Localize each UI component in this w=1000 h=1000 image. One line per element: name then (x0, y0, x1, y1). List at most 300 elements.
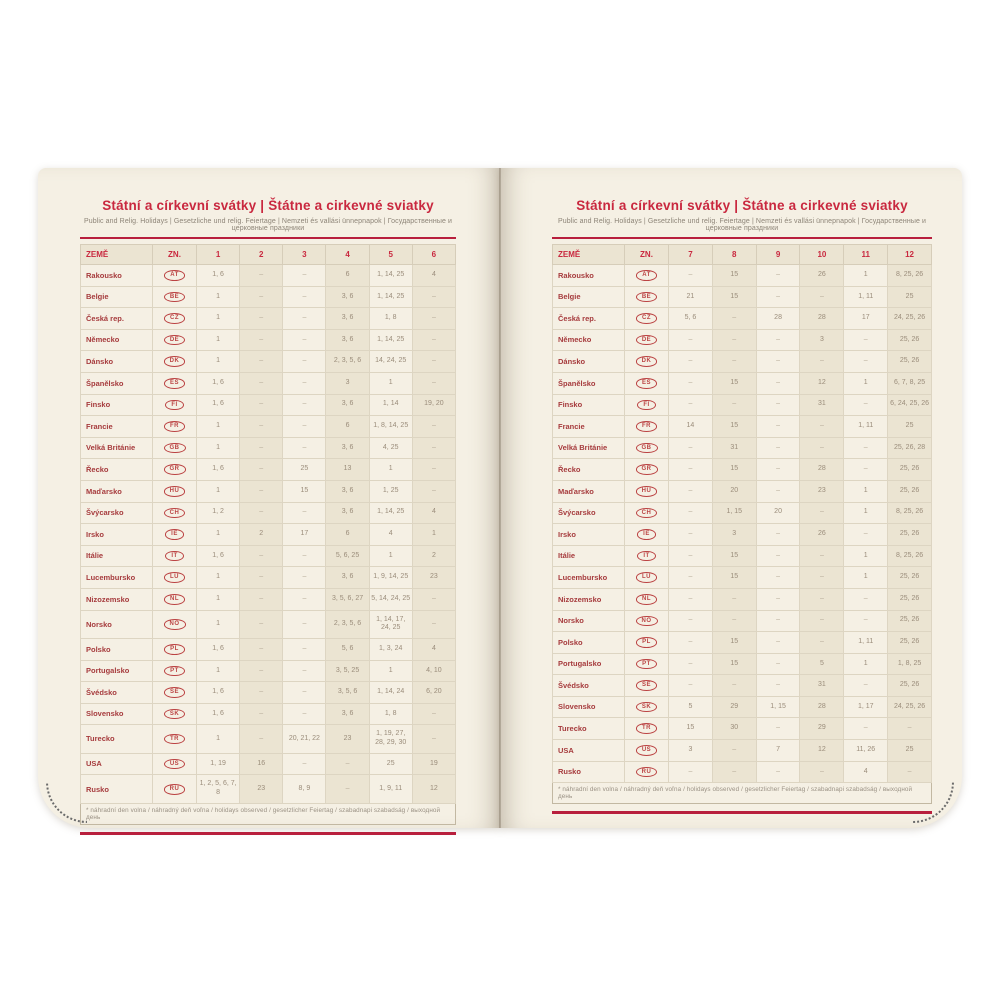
country-name: Řecko (81, 459, 153, 481)
holiday-dates-cell: – (712, 610, 756, 632)
holiday-dates-cell: – (240, 265, 283, 287)
column-header: ZEMĚ (81, 245, 153, 265)
holiday-dates-cell: 1, 15 (712, 502, 756, 524)
holiday-dates-cell: 1, 8, 14, 25 (369, 416, 412, 438)
country-code-cell (625, 761, 669, 783)
holiday-dates-cell: 15 (669, 718, 713, 740)
country-code-cell (625, 329, 669, 351)
holiday-dates-cell: – (712, 740, 756, 762)
holiday-dates-cell: – (756, 567, 800, 589)
country-code-badge: GB (164, 443, 186, 454)
holiday-dates-cell: 1, 11 (844, 416, 888, 438)
country-name: Turecko (553, 718, 625, 740)
holiday-dates-cell: – (240, 660, 283, 682)
holiday-dates-cell: – (800, 761, 844, 783)
holiday-dates-cell: – (669, 588, 713, 610)
holiday-dates-cell: – (756, 437, 800, 459)
holiday-dates-cell: – (800, 416, 844, 438)
holiday-dates-cell: 3, 6 (326, 437, 369, 459)
holiday-dates-cell: – (240, 286, 283, 308)
holiday-dates-cell: 1 (844, 653, 888, 675)
holiday-dates-cell: 16 (240, 753, 283, 775)
holiday-dates-cell: – (240, 502, 283, 524)
holiday-dates-cell: – (844, 524, 888, 546)
holiday-dates-cell: – (669, 329, 713, 351)
table-row (553, 459, 932, 481)
country-code-cell (153, 567, 197, 589)
country-code-badge: PL (164, 644, 185, 655)
holiday-dates-cell: – (756, 545, 800, 567)
holiday-dates-cell: – (240, 394, 283, 416)
country-code-cell (153, 502, 197, 524)
country-code-badge: DE (636, 335, 657, 346)
page-title: Státní a církevní svátky | Štátne a cirkevné sviatky (102, 198, 434, 213)
holiday-dates-cell: 3 (800, 329, 844, 351)
holiday-dates-cell: 1 (197, 524, 240, 546)
holiday-dates-cell: 1, 6 (197, 682, 240, 704)
holiday-dates-cell: 1 (844, 480, 888, 502)
holiday-dates-cell: 12 (800, 740, 844, 762)
country-name: Portugalsko (553, 653, 625, 675)
holiday-dates-cell: – (669, 761, 713, 783)
country-code-badge: LU (636, 572, 657, 583)
country-code-cell (625, 675, 669, 697)
holiday-dates-cell: – (412, 725, 455, 754)
country-code-badge: NL (164, 594, 185, 605)
country-code-badge: DK (636, 356, 658, 367)
holiday-dates-cell: – (412, 351, 455, 373)
holiday-dates-cell: 25 (283, 459, 326, 481)
table-header (553, 245, 932, 265)
holiday-dates-cell: 4 (412, 639, 455, 661)
holiday-dates-cell: 1, 2 (197, 502, 240, 524)
country-code-cell (625, 696, 669, 718)
country-name: Belgie (81, 286, 153, 308)
holiday-dates-cell: 28 (800, 308, 844, 330)
holiday-dates-cell: 25 (888, 740, 932, 762)
holiday-dates-cell: – (756, 416, 800, 438)
country-code-badge: GR (636, 464, 658, 475)
country-code-cell (153, 524, 197, 546)
country-code-cell (625, 265, 669, 287)
country-name: Belgie (553, 286, 625, 308)
country-code-badge: AT (636, 270, 657, 281)
country-code-badge: FR (636, 421, 657, 432)
holiday-dates-cell: – (412, 437, 455, 459)
country-code-badge: DE (164, 335, 185, 346)
country-name: Itálie (553, 545, 625, 567)
holiday-dates-cell: 25, 26 (888, 459, 932, 481)
holiday-dates-cell: – (669, 480, 713, 502)
holiday-dates-cell: 1, 15 (756, 696, 800, 718)
country-code-cell (625, 653, 669, 675)
holiday-dates-cell: – (800, 545, 844, 567)
holiday-dates-cell: – (844, 459, 888, 481)
holiday-dates-cell: – (412, 416, 455, 438)
holiday-dates-cell: – (412, 286, 455, 308)
holiday-dates-cell: 1 (197, 567, 240, 589)
holiday-dates-cell: – (712, 394, 756, 416)
table-row (81, 459, 456, 481)
country-code-badge: SK (164, 709, 185, 720)
country-code-badge: IT (637, 551, 655, 562)
country-code-badge: ES (164, 378, 185, 389)
country-code-cell (625, 632, 669, 654)
holiday-dates-cell: 1, 8 (369, 308, 412, 330)
holiday-dates-cell: – (412, 372, 455, 394)
country-code-badge: CH (636, 508, 658, 519)
holiday-dates-cell: – (669, 632, 713, 654)
holiday-dates-cell: 25, 26 (888, 480, 932, 502)
country-name: Rusko (81, 775, 153, 804)
table-row (81, 524, 456, 546)
holiday-dates-cell: 15 (283, 480, 326, 502)
country-code-cell (153, 682, 197, 704)
holiday-dates-cell: 5, 6 (326, 639, 369, 661)
holiday-dates-cell: 23 (326, 725, 369, 754)
holiday-dates-cell: 1 (844, 502, 888, 524)
country-code-badge: BE (636, 292, 657, 303)
holiday-dates-cell: 15 (712, 632, 756, 654)
holiday-dates-cell: – (412, 329, 455, 351)
table-row (81, 545, 456, 567)
column-header: 4 (326, 245, 369, 265)
holiday-dates-cell: 1, 8, 25 (888, 653, 932, 675)
holiday-dates-cell: 19, 20 (412, 394, 455, 416)
country-code-cell (153, 394, 197, 416)
holiday-dates-cell: – (240, 416, 283, 438)
left-page (38, 168, 500, 828)
table-row (553, 588, 932, 610)
holiday-dates-cell: – (756, 718, 800, 740)
holiday-dates-cell: 3, 6 (326, 308, 369, 330)
country-name: Maďarsko (81, 480, 153, 502)
holiday-dates-cell: 31 (800, 675, 844, 697)
holiday-dates-cell: 3, 6 (326, 394, 369, 416)
holiday-dates-cell: 1, 6 (197, 639, 240, 661)
holiday-dates-cell: 24, 25, 26 (888, 696, 932, 718)
country-name: USA (81, 753, 153, 775)
holiday-dates-cell: 2 (412, 545, 455, 567)
table-row (81, 394, 456, 416)
holiday-dates-cell: 1 (369, 660, 412, 682)
country-name: Turecko (81, 725, 153, 754)
country-code-cell (625, 567, 669, 589)
country-code-badge: FI (165, 400, 183, 411)
country-code-cell (625, 351, 669, 373)
holiday-dates-cell: 3, 6 (326, 329, 369, 351)
country-name: Lucembursko (553, 567, 625, 589)
column-header: 12 (888, 245, 932, 265)
holiday-dates-cell: 1 (197, 660, 240, 682)
holiday-dates-cell: 1 (197, 437, 240, 459)
holiday-dates-cell: 4 (412, 265, 455, 287)
holiday-dates-cell: – (800, 567, 844, 589)
country-code-badge: BE (164, 292, 185, 303)
table-row (553, 437, 932, 459)
holiday-dates-cell: 23 (800, 480, 844, 502)
holiday-dates-cell: – (240, 639, 283, 661)
holiday-dates-cell: – (800, 286, 844, 308)
holiday-dates-cell: 12 (800, 372, 844, 394)
holiday-dates-cell: – (240, 459, 283, 481)
holiday-dates-cell: – (240, 725, 283, 754)
holiday-dates-cell: – (240, 567, 283, 589)
table-row (553, 653, 932, 675)
holiday-dates-cell: 1 (369, 459, 412, 481)
holiday-dates-cell: – (412, 308, 455, 330)
country-name: Portugalsko (81, 660, 153, 682)
holiday-dates-cell: – (412, 610, 455, 639)
holiday-dates-cell: – (800, 610, 844, 632)
footnote: * náhradní den volna / náhradný deň voľna / holidays observed / gesetzlicher Feiertag / szabadnapi szabadság / выходной день (552, 783, 932, 804)
holiday-dates-cell: 3, 6 (326, 567, 369, 589)
column-header: 2 (240, 245, 283, 265)
column-header: 1 (197, 245, 240, 265)
holiday-dates-cell: – (240, 437, 283, 459)
holiday-dates-cell: 25, 26, 28 (888, 437, 932, 459)
table-row (553, 286, 932, 308)
country-name: Francie (553, 416, 625, 438)
table-row (81, 639, 456, 661)
holiday-dates-cell: 1 (197, 588, 240, 610)
holiday-dates-cell: – (669, 567, 713, 589)
column-header: 9 (756, 245, 800, 265)
table-row (81, 682, 456, 704)
country-code-badge: US (164, 759, 185, 770)
table-row (553, 632, 932, 654)
country-name: Rakousko (81, 265, 153, 287)
country-name: Nizozemsko (553, 588, 625, 610)
holiday-dates-cell: 3, 6 (326, 480, 369, 502)
table-row (81, 416, 456, 438)
holiday-dates-cell: 26 (800, 524, 844, 546)
table-row (81, 753, 456, 775)
holiday-dates-cell: 1, 11 (844, 286, 888, 308)
holiday-dates-cell: 6 (326, 416, 369, 438)
table-row (81, 502, 456, 524)
holiday-dates-cell: 20, 21, 22 (283, 725, 326, 754)
table-row (81, 703, 456, 725)
holiday-dates-cell: 1 (197, 610, 240, 639)
holiday-dates-cell: – (800, 632, 844, 654)
table-row (553, 351, 932, 373)
holiday-dates-cell: – (669, 524, 713, 546)
country-name: Německo (81, 329, 153, 351)
holiday-dates-cell: – (240, 308, 283, 330)
country-name: Česká rep. (81, 308, 153, 330)
country-name: Polsko (553, 632, 625, 654)
country-code-cell (153, 286, 197, 308)
holiday-dates-cell: – (712, 675, 756, 697)
holiday-dates-cell: 4 (412, 502, 455, 524)
country-code-cell (625, 740, 669, 762)
holiday-dates-cell: 7 (756, 740, 800, 762)
holiday-dates-cell: 21 (669, 286, 713, 308)
holiday-dates-cell: 26 (800, 265, 844, 287)
holiday-dates-cell: 1, 14, 25 (369, 502, 412, 524)
holiday-dates-cell: – (756, 632, 800, 654)
holiday-dates-cell: 29 (800, 718, 844, 740)
holiday-dates-cell: 6, 24, 25, 26 (888, 394, 932, 416)
holiday-dates-cell: 4 (369, 524, 412, 546)
diary-spread (38, 168, 962, 828)
country-code-badge: ES (636, 378, 657, 389)
holiday-dates-cell: 25, 26 (888, 588, 932, 610)
holiday-dates-cell: 15 (712, 653, 756, 675)
country-code-badge: NO (636, 616, 658, 627)
country-code-cell (625, 718, 669, 740)
holiday-dates-cell: – (669, 394, 713, 416)
holiday-dates-cell: – (844, 351, 888, 373)
table-row (553, 545, 932, 567)
holiday-dates-cell: 1, 17 (844, 696, 888, 718)
holiday-dates-cell: 1, 19 (197, 753, 240, 775)
holiday-dates-cell: – (756, 610, 800, 632)
holiday-dates-cell: – (669, 502, 713, 524)
holiday-dates-cell: 23 (240, 775, 283, 804)
country-name: Irsko (81, 524, 153, 546)
top-rule (552, 237, 932, 239)
country-code-cell (625, 437, 669, 459)
country-code-cell (153, 372, 197, 394)
table-row (553, 718, 932, 740)
page-gutter (499, 168, 501, 828)
country-name: Nizozemsko (81, 588, 153, 610)
country-code-cell (625, 308, 669, 330)
holiday-dates-cell: 6 (326, 265, 369, 287)
column-header: ZN. (625, 245, 669, 265)
country-name: Španělsko (81, 372, 153, 394)
holiday-dates-cell: 1 (844, 545, 888, 567)
holiday-dates-cell: – (669, 545, 713, 567)
table-row (553, 329, 932, 351)
holiday-dates-cell: – (844, 437, 888, 459)
holiday-dates-cell: 1 (197, 329, 240, 351)
country-code-badge: NL (636, 594, 657, 605)
country-code-cell (153, 588, 197, 610)
country-code-badge: DK (164, 356, 186, 367)
holiday-dates-cell: 4, 10 (412, 660, 455, 682)
table-row (81, 480, 456, 502)
country-name: Finsko (553, 394, 625, 416)
table-row (81, 588, 456, 610)
bottom-rule (80, 832, 456, 835)
holiday-dates-cell: – (844, 675, 888, 697)
holiday-dates-cell: – (669, 675, 713, 697)
holiday-dates-cell: 1, 14, 17, 24, 25 (369, 610, 412, 639)
table-row (81, 437, 456, 459)
holiday-dates-cell: – (756, 761, 800, 783)
holiday-dates-cell: 15 (712, 567, 756, 589)
holiday-dates-cell: – (283, 416, 326, 438)
holiday-dates-cell: – (283, 286, 326, 308)
holiday-dates-cell: – (283, 545, 326, 567)
holiday-dates-cell: – (283, 682, 326, 704)
holiday-dates-cell: – (240, 682, 283, 704)
table-row (81, 308, 456, 330)
holiday-dates-cell: – (283, 610, 326, 639)
footnote: * náhradní den volna / náhradný deň voľna / holidays observed / gesetzlicher Feiertag / szabadnapi szabadság / выходной день (80, 804, 456, 825)
table-header (81, 245, 456, 265)
holiday-dates-cell: – (240, 351, 283, 373)
country-name: Španělsko (553, 372, 625, 394)
country-name: Řecko (553, 459, 625, 481)
holiday-dates-cell: 15 (712, 286, 756, 308)
country-code-cell (153, 753, 197, 775)
country-name: Norsko (553, 610, 625, 632)
country-code-badge: IE (165, 529, 184, 540)
holiday-dates-cell: 31 (800, 394, 844, 416)
top-rule (80, 237, 456, 239)
table-row (553, 480, 932, 502)
country-code-cell (153, 265, 197, 287)
holiday-dates-cell: – (240, 480, 283, 502)
holiday-dates-cell: 1, 25 (369, 480, 412, 502)
country-code-cell (153, 308, 197, 330)
holiday-dates-cell: 1 (197, 725, 240, 754)
country-code-badge: GB (636, 443, 658, 454)
country-code-cell (153, 351, 197, 373)
holiday-dates-cell: 20 (756, 502, 800, 524)
country-code-cell (625, 416, 669, 438)
column-header: 7 (669, 245, 713, 265)
holiday-dates-cell: – (283, 329, 326, 351)
table-row (81, 286, 456, 308)
holiday-dates-cell: – (669, 610, 713, 632)
holiday-dates-cell: 4, 25 (369, 437, 412, 459)
holiday-dates-cell: 25 (888, 286, 932, 308)
country-code-badge: US (636, 745, 657, 756)
holiday-dates-cell: – (756, 394, 800, 416)
holiday-dates-cell: 25 (888, 416, 932, 438)
country-code-cell (153, 480, 197, 502)
holiday-dates-cell: 25 (369, 753, 412, 775)
holiday-dates-cell: – (756, 653, 800, 675)
country-code-cell (153, 775, 197, 804)
holiday-dates-cell: 5, 14, 24, 25 (369, 588, 412, 610)
country-code-badge: AT (164, 270, 185, 281)
table-row (81, 351, 456, 373)
holiday-dates-cell: – (240, 588, 283, 610)
holiday-dates-cell: – (669, 653, 713, 675)
holiday-dates-cell: – (669, 372, 713, 394)
table-row (553, 740, 932, 762)
holiday-dates-cell: 23 (412, 567, 455, 589)
holiday-dates-cell: – (756, 329, 800, 351)
country-code-badge: CH (164, 508, 186, 519)
country-name: Slovensko (553, 696, 625, 718)
holiday-dates-cell: 6 (326, 524, 369, 546)
table-row (553, 265, 932, 287)
country-name: Švýcarsko (553, 502, 625, 524)
holiday-dates-cell: 14, 24, 25 (369, 351, 412, 373)
holiday-dates-cell: 25, 26 (888, 524, 932, 546)
holiday-dates-cell: – (800, 502, 844, 524)
holiday-dates-cell: 17 (283, 524, 326, 546)
table-body (81, 265, 456, 804)
holiday-dates-cell: – (756, 675, 800, 697)
holiday-dates-cell: – (326, 775, 369, 804)
holiday-dates-cell: 19 (412, 753, 455, 775)
holiday-dates-cell: – (326, 753, 369, 775)
holiday-dates-cell: – (240, 545, 283, 567)
column-header: 6 (412, 245, 455, 265)
holiday-dates-cell: – (669, 437, 713, 459)
holiday-dates-cell: – (800, 437, 844, 459)
country-code-badge: PT (164, 666, 185, 677)
holiday-dates-cell: 15 (712, 416, 756, 438)
